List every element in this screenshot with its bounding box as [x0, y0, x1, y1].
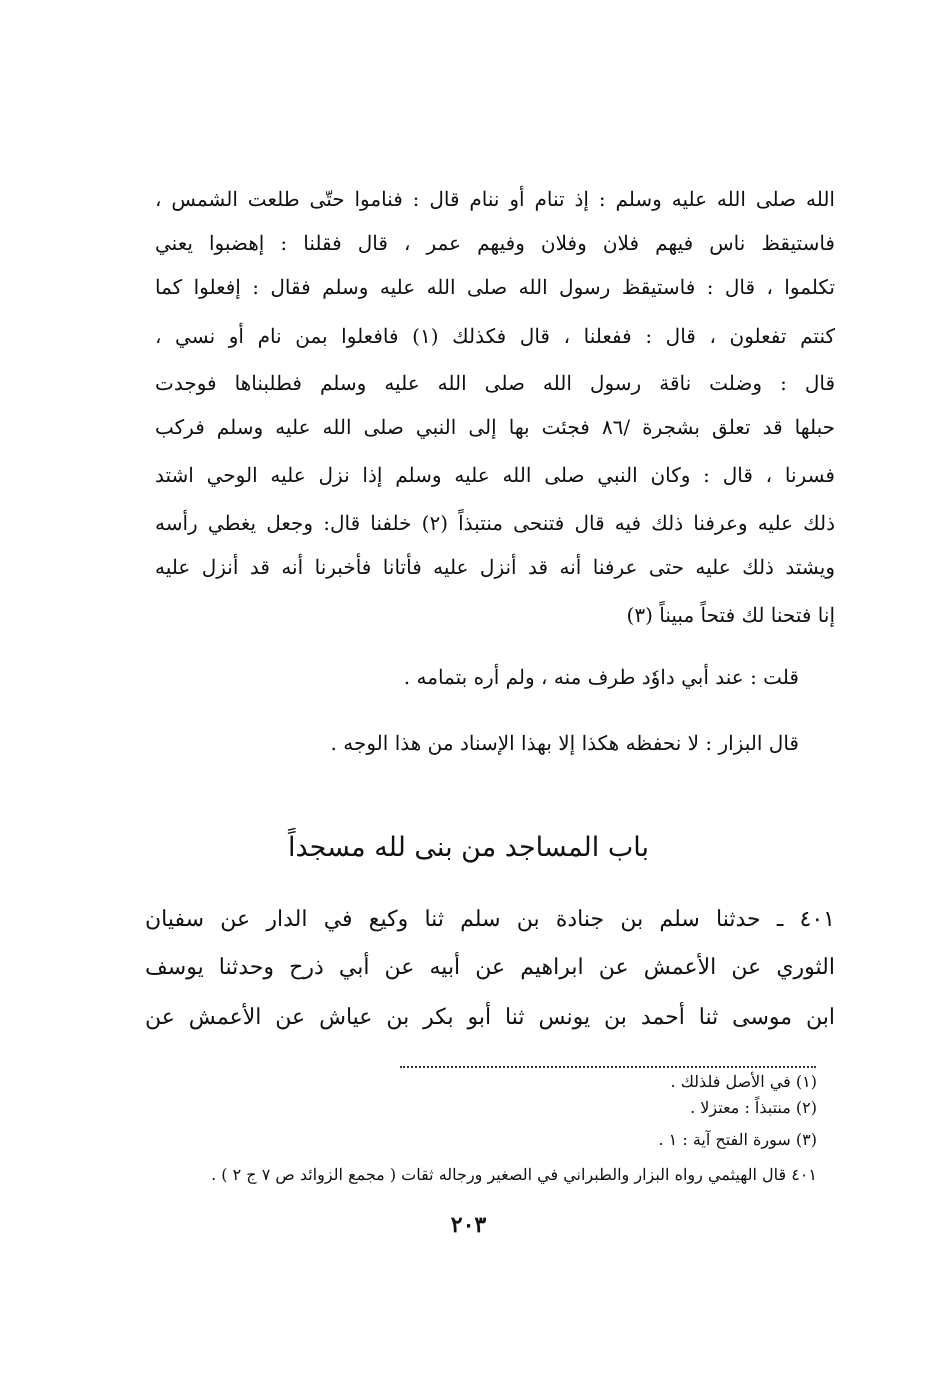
author-note: قلت : عند أبي داوٗد طرف منه ، ولم أره بتمامه . — [403, 665, 799, 689]
body-line: تكلموا ، قال : فاستيقظ رسول الله صلى الله عليه وسلم فقال : إفعلوا كما — [155, 275, 835, 299]
body-line: فاستيقظ ناس فيهم فلان وفلان وفيهم عمر ، قال فقلنا : إهضبوا يعني — [155, 231, 835, 255]
body-line: كنتم تفعلون ، قال : ففعلنا ، قال فكذلك (١) فافعلوا بمن نام أو نسي ، — [155, 324, 835, 348]
body-line: فسرنا ، قال : وكان النبي صلى الله عليه وسلم إذا نزل عليه الوحي اشتد — [155, 463, 835, 487]
hadith-line: الثوري عن الأعمش عن ابراهيم عن أبيه عن أبي ذرح وحدثنا يوسف — [145, 955, 835, 980]
body-line: ذلك عليه وعرفنا ذلك فيه قال فتنحى منتبذاً (٢) خلفنا قال: وجعل يغطي رأسه — [155, 511, 835, 535]
chapter-heading: باب المساجد من بنى لله مسجداً — [287, 832, 650, 863]
body-line: حبلها قد تعلق بشجرة /٨٦ فجئت بها إلى النبي صلى الله عليه وسلم فركب — [155, 415, 835, 439]
body-line: ويشتد ذلك عليه حتى عرفنا أنه قد أنزل عليه فأتانا فأخبرنا أنه قد أنزل عليه — [155, 555, 835, 579]
footnote: (٢) منتبذاً : معتزلا . — [690, 1098, 817, 1117]
body-line: إنا فتحنا لك فتحاً مبيناً (٣) — [626, 603, 835, 627]
footnote: ٤٠١ قال الهيثمي رواه البزار والطبراني في الصغير ورجاله ثقات ( مجمع الزوائد ص ٧ ج ٢ ) . — [211, 1165, 817, 1184]
page-number: ٢٠٣ — [450, 1212, 487, 1238]
hadith-line: ابن موسى ثنا أحمد بن يونس ثنا أبو بكر بن عياش عن الأعمش عن — [145, 1005, 835, 1030]
body-line: الله صلى الله عليه وسلم : إذ تنام أو ننام قال : فناموا حتّى طلعت الشمس ، — [155, 187, 835, 211]
hadith-line: ٤٠١ ـ حدثنا سلم بن جنادة بن سلم ثنا وكيع في الدار عن سفيان — [145, 907, 835, 932]
footnote-divider — [400, 1066, 816, 1068]
body-line: قال : وضلت ناقة رسول الله صلى الله عليه وسلم فطلبناها فوجدت — [155, 371, 835, 395]
footnote: (٣) سورة الفتح آية : ١ . — [658, 1130, 817, 1149]
bazzar-note: قال البزار : لا نحفظه هكذا إلا بهذا الإسناد من هذا الوجه . — [330, 731, 799, 755]
footnote: (١) في الأصل فلذلك . — [670, 1072, 817, 1091]
